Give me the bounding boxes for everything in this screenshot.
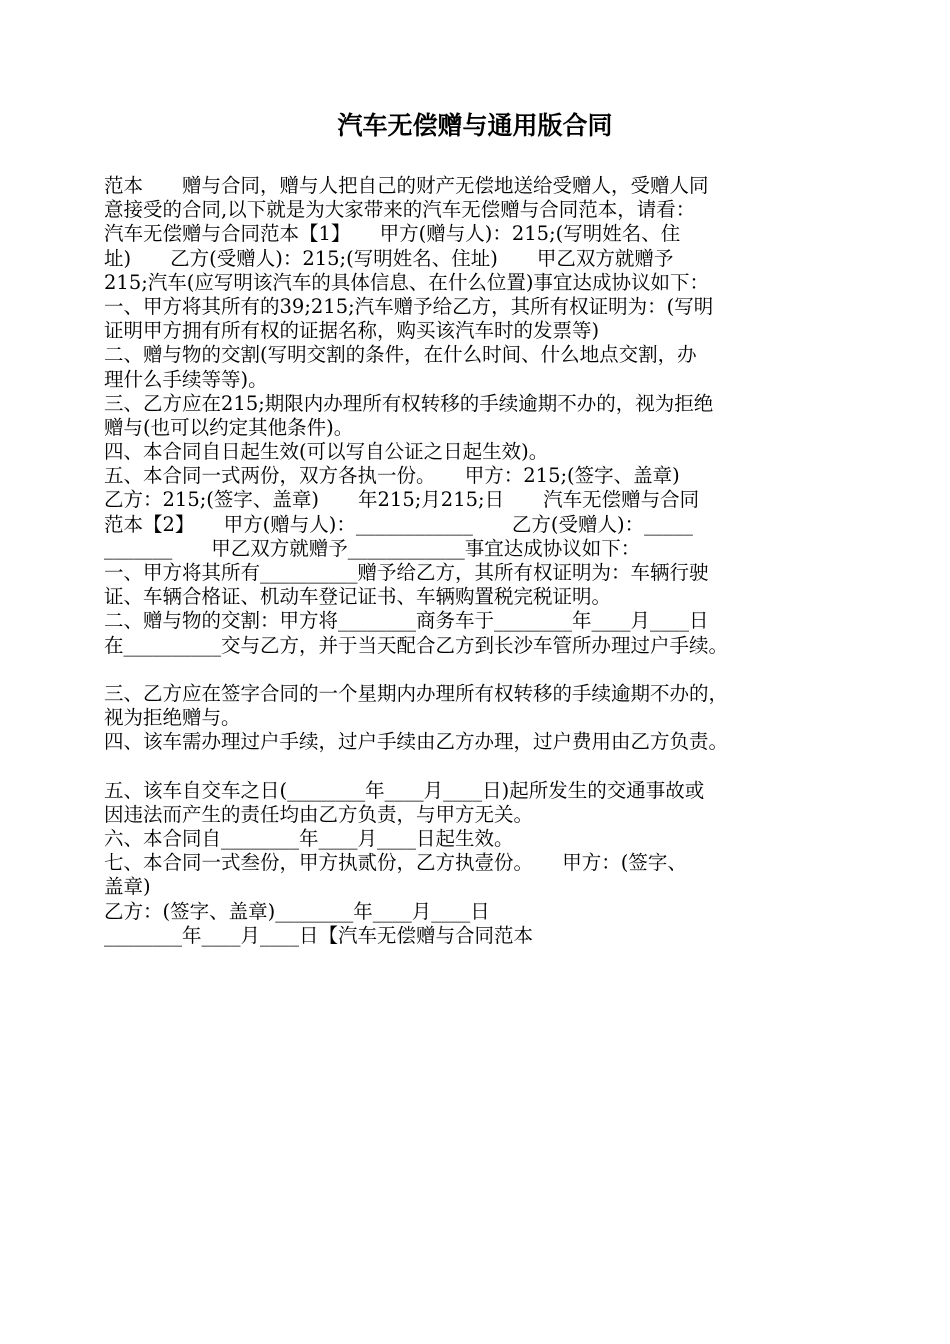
body-line: 六、本合同自________年____月____日起生效。 [104, 827, 514, 851]
body-line: 四、本合同自日起生效(可以写自公证之日起生效)。 [104, 440, 549, 464]
body-line: 五、该车自交车之日(________年____月____日)起所发生的交通事故或 [104, 778, 705, 802]
body-line: 证、车辆合格证、机动车登记证书、车辆购置税完税证明。 [104, 585, 612, 609]
body-line: 意接受的合同,以下就是为大家带来的汽车无偿赠与合同范本，请看： [104, 198, 696, 222]
body-line: 乙方：(签字、盖章)________年____月____日 [104, 899, 490, 923]
body-line: 盖章) [104, 875, 151, 899]
body-line: 一、甲方将其所有__________赠予给乙方，其所有权证明为：车辆行驶 [104, 561, 709, 584]
body-line: 三、乙方应在215;期限内办理所有权转移的手续逾期不办的，视为拒绝 [104, 391, 714, 415]
body-line: 一、甲方将其所有的39;215;汽车赠予给乙方，其所有权证明为：(写明 [104, 294, 714, 318]
document-title: 汽车无偿赠与通用版合同 [337, 111, 613, 140]
body-line: 四、该车需办理过户手续，过户手续由乙方办理，过户费用由乙方负责。 [104, 730, 729, 754]
body-line: 证明甲方拥有所有权的证据名称，购买该汽车时的发票等) [104, 319, 600, 343]
body-line: 赠与(也可以约定其他条件)。 [104, 415, 354, 439]
body-line: 二、赠与物的交割：甲方将________商务车于________年____月____日 [104, 609, 709, 633]
body-line: 范本【2】 甲方(赠与人)：____________ 乙方(受赠人)：_____ [104, 512, 693, 536]
body-line: 因违法而产生的责任均由乙方负责，与甲方无关。 [104, 802, 534, 826]
body-line: 三、乙方应在签字合同的一个星期内办理所有权转移的手续逾期不办的， [104, 681, 729, 705]
body-line: ________年____月____日【汽车无偿赠与合同范本 [104, 923, 534, 947]
body-line: 汽车无偿赠与合同范本【1】 甲方(赠与人)：215;(写明姓名、住 [104, 222, 681, 246]
body-line: 五、本合同一式两份，双方各执一份。 甲方：215;(签字、盖章) [104, 464, 680, 488]
body-line: 二、赠与物的交割(写明交割的条件，在什么时间、什么地点交割，办 [104, 343, 697, 367]
body-line: 乙方：215;(签字、盖章) 年215;月215;日 汽车无偿赠与合同 [104, 488, 700, 512]
body-line: 在__________交与乙方，并于当天配合乙方到长沙车管所办理过户手续。 [104, 633, 729, 657]
document-body [104, 174, 864, 948]
body-line: 理什么手续等等)。 [104, 367, 268, 391]
body-line [104, 755, 864, 779]
body-line [104, 658, 864, 682]
body-line: _______ 甲乙双方就赠予____________事宜达成协议如下： [104, 536, 641, 560]
body-line: 视为拒绝赠与。 [104, 706, 241, 730]
body-line: 215;汽车(应写明该汽车的具体信息、在什么位置)事宜达成协议如下： [104, 270, 710, 294]
body-line: 七、本合同一式叁份，甲方执贰份，乙方执壹份。 甲方：(签字、 [104, 851, 687, 875]
body-line: 址) 乙方(受赠人)：215;(写明姓名、住址) 甲乙双方就赠予 [104, 246, 674, 270]
body-line: 范本 赠与合同，赠与人把自己的财产无偿地送给受赠人，受赠人同 [104, 174, 709, 197]
